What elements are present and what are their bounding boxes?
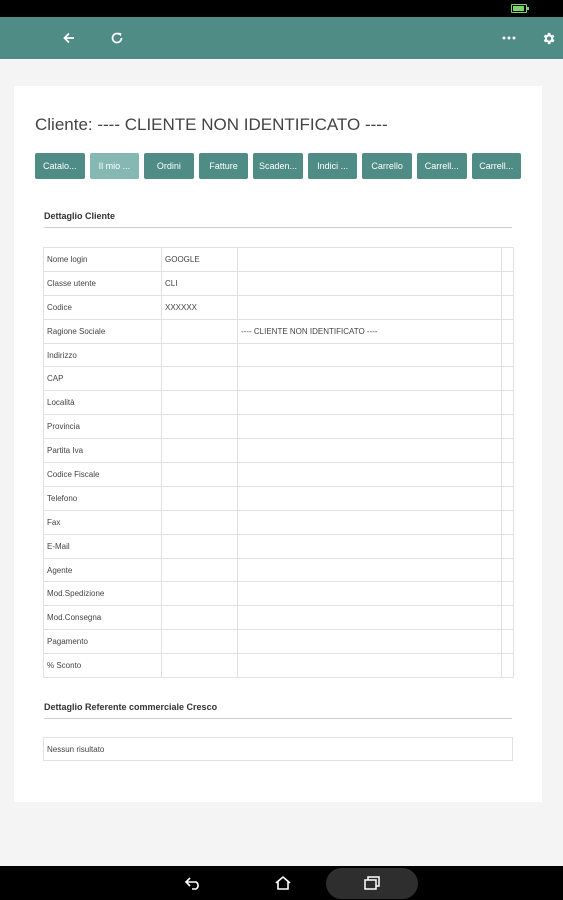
field-extra xyxy=(238,391,502,415)
field-extra xyxy=(238,463,502,487)
empty-result-text: Nessun risultato xyxy=(47,744,105,754)
field-label: Mod.Consegna xyxy=(44,606,162,630)
field-value xyxy=(162,630,238,654)
field-spacer xyxy=(502,343,514,367)
field-value xyxy=(162,606,238,630)
field-value xyxy=(162,343,238,367)
field-value xyxy=(162,558,238,582)
field-value: GOOGLE xyxy=(162,248,238,272)
field-label: Classe utente xyxy=(44,271,162,295)
status-bar xyxy=(0,0,563,17)
table-row xyxy=(44,606,514,630)
field-spacer xyxy=(502,415,514,439)
tab-button[interactable]: Il mio ... xyxy=(90,153,140,179)
content-card xyxy=(14,86,542,802)
field-label: Codice xyxy=(44,295,162,319)
table-row xyxy=(44,654,514,678)
field-spacer xyxy=(502,534,514,558)
overflow-menu-button[interactable] xyxy=(495,17,523,59)
page-title: Cliente: ---- CLIENTE NON IDENTIFICATO ---- xyxy=(35,115,388,134)
tab-bar xyxy=(35,153,521,179)
field-spacer xyxy=(502,486,514,510)
field-label: Località xyxy=(44,391,162,415)
arrow-back-icon xyxy=(62,31,76,45)
table-row xyxy=(44,463,514,487)
field-value xyxy=(162,367,238,391)
table-row xyxy=(44,248,514,272)
back-button[interactable] xyxy=(55,17,83,59)
table-row xyxy=(44,391,514,415)
field-extra xyxy=(238,558,502,582)
field-extra xyxy=(238,582,502,606)
app-bar xyxy=(0,17,563,59)
settings-button[interactable] xyxy=(534,17,562,59)
field-label: Pagamento xyxy=(44,630,162,654)
tab-button[interactable]: Carrell... xyxy=(417,153,467,179)
field-extra xyxy=(238,606,502,630)
field-value xyxy=(162,654,238,678)
field-value: XXXXXX xyxy=(162,295,238,319)
field-spacer xyxy=(502,582,514,606)
refresh-icon xyxy=(110,31,124,45)
table-row xyxy=(44,558,514,582)
field-label: Telefono xyxy=(44,486,162,510)
battery-icon xyxy=(511,4,527,13)
field-value xyxy=(162,415,238,439)
field-extra xyxy=(238,367,502,391)
field-spacer xyxy=(502,391,514,415)
table-row xyxy=(44,534,514,558)
field-value xyxy=(162,534,238,558)
field-extra xyxy=(238,654,502,678)
field-extra xyxy=(238,534,502,558)
field-spacer xyxy=(502,463,514,487)
tab-button[interactable]: Ordini xyxy=(144,153,194,179)
table-row xyxy=(44,295,514,319)
table-row xyxy=(44,486,514,510)
divider xyxy=(44,227,512,228)
more-horizontal-icon xyxy=(501,35,517,41)
tab-button[interactable]: Carrello xyxy=(362,153,412,179)
field-spacer xyxy=(502,248,514,272)
tab-button[interactable]: Carrell... xyxy=(472,153,522,179)
field-extra xyxy=(238,630,502,654)
table-row xyxy=(44,582,514,606)
field-label: Codice Fiscale xyxy=(44,463,162,487)
system-navigation-bar xyxy=(0,866,563,900)
field-spacer xyxy=(502,654,514,678)
field-value xyxy=(162,439,238,463)
field-spacer xyxy=(502,295,514,319)
field-spacer xyxy=(502,558,514,582)
field-spacer xyxy=(502,271,514,295)
field-label: Partita Iva xyxy=(44,439,162,463)
field-spacer xyxy=(502,510,514,534)
field-spacer xyxy=(502,606,514,630)
refresh-button[interactable] xyxy=(103,17,131,59)
nav-home-button[interactable] xyxy=(270,866,296,900)
field-label: Indirizzo xyxy=(44,343,162,367)
field-spacer xyxy=(502,367,514,391)
nav-back-button[interactable] xyxy=(180,866,206,900)
referente-empty-result xyxy=(43,737,513,761)
field-value xyxy=(162,463,238,487)
field-value xyxy=(162,486,238,510)
table-row xyxy=(44,630,514,654)
cliente-section-title: Dettaglio Cliente xyxy=(44,211,116,221)
field-extra xyxy=(238,271,502,295)
field-label: E-Mail xyxy=(44,534,162,558)
recent-apps-icon xyxy=(363,875,381,891)
field-spacer xyxy=(502,319,514,343)
gear-icon xyxy=(541,31,556,46)
field-spacer xyxy=(502,630,514,654)
table-row xyxy=(44,343,514,367)
field-extra xyxy=(238,486,502,510)
field-label: Mod.Spedizione xyxy=(44,582,162,606)
field-extra xyxy=(238,439,502,463)
field-label: Agente xyxy=(44,558,162,582)
field-extra xyxy=(238,510,502,534)
field-label: Fax xyxy=(44,510,162,534)
field-extra xyxy=(238,295,502,319)
table-row xyxy=(44,367,514,391)
field-value xyxy=(162,319,238,343)
nav-back-icon xyxy=(184,876,202,890)
field-extra: ---- CLIENTE NON IDENTIFICATO ---- xyxy=(238,319,502,343)
nav-recents-icon-wrap xyxy=(359,866,385,900)
tab-button[interactable]: Scaden... xyxy=(253,153,303,179)
field-label: Ragione Sociale xyxy=(44,319,162,343)
field-extra xyxy=(238,343,502,367)
field-value xyxy=(162,510,238,534)
home-icon xyxy=(274,875,292,891)
tab-button[interactable]: Fatture xyxy=(199,153,249,179)
referente-section-title: Dettaglio Referente commerciale Cresco xyxy=(44,702,218,712)
field-label: % Sconto xyxy=(44,654,162,678)
tab-button[interactable]: Indici ... xyxy=(308,153,358,179)
table-row xyxy=(44,510,514,534)
field-value xyxy=(162,582,238,606)
field-value: CLI xyxy=(162,271,238,295)
table-row xyxy=(44,319,514,343)
field-label: Nome login xyxy=(44,248,162,272)
tab-button[interactable]: Catalo... xyxy=(35,153,85,179)
table-row xyxy=(44,439,514,463)
field-extra xyxy=(238,415,502,439)
cliente-detail-table xyxy=(43,247,514,678)
field-value xyxy=(162,391,238,415)
field-spacer xyxy=(502,439,514,463)
table-row xyxy=(44,271,514,295)
divider xyxy=(44,718,512,719)
table-row xyxy=(44,415,514,439)
field-label: CAP xyxy=(44,367,162,391)
field-extra xyxy=(238,248,502,272)
field-label: Provincia xyxy=(44,415,162,439)
